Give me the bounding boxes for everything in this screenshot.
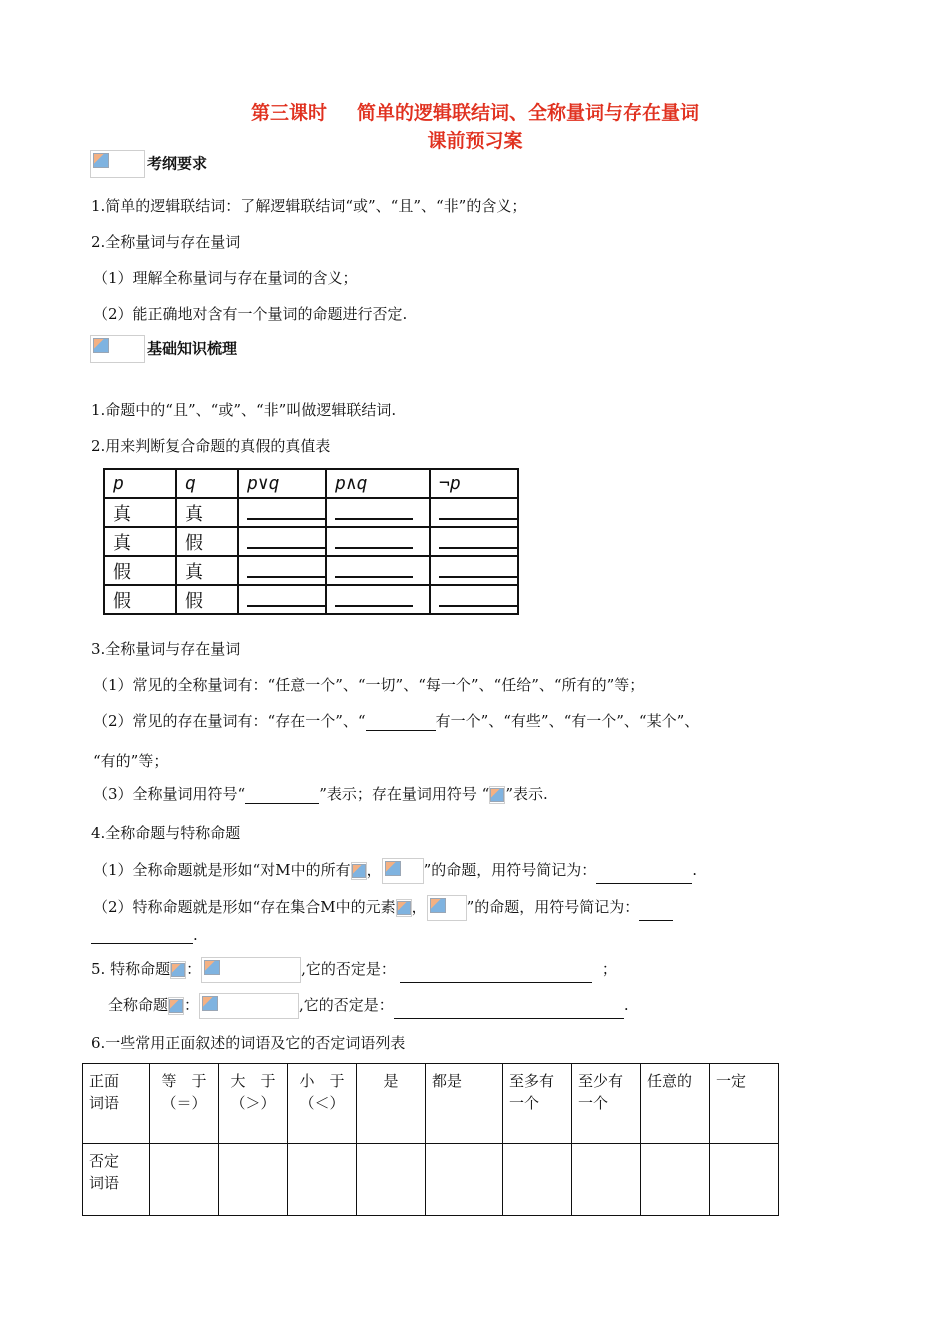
cell-at-most-one: 至多有 一个 xyxy=(503,1064,572,1144)
header-q: q xyxy=(176,469,238,498)
section-outline: 考纲要求 xyxy=(90,150,207,178)
basics-p3-2-cont: “有的”等； xyxy=(93,752,169,770)
broken-image-icon xyxy=(170,961,186,979)
basics-p4-2: （2）特称命题就是形如“存在集合M中的元素 ， ”的命题，用符号简记为： xyxy=(93,895,673,921)
blank-field[interactable] xyxy=(238,556,326,585)
page-subtitle: 课前预习案 xyxy=(427,130,523,152)
basics-p3-2: （2）常见的存在量词有：“存在一个”、“ 有一个”、“有些”、“有一个”、“某个”、 xyxy=(93,712,700,730)
row-label-positive: 正面 词语 xyxy=(83,1064,150,1144)
blank-field[interactable] xyxy=(326,585,430,614)
truth-table xyxy=(103,468,519,615)
broken-image-icon xyxy=(199,993,299,1019)
title-lesson: 第三课时 xyxy=(250,102,327,124)
outline-item-1: 1.简单的逻辑联结词：了解逻辑联结词“或”、“且”、“非”的含义； xyxy=(91,197,527,215)
blank-field[interactable] xyxy=(430,556,518,585)
broken-image-icon xyxy=(396,899,412,917)
outline-item-2b: （2）能正确地对含有一个量词的命题进行否定. xyxy=(93,305,408,323)
blank-field[interactable] xyxy=(238,527,326,556)
blank-cell[interactable] xyxy=(572,1144,641,1216)
header-not-p: ¬p xyxy=(430,469,518,498)
cell-certain: 一定 xyxy=(710,1064,779,1144)
blank-field[interactable] xyxy=(326,527,430,556)
blank-cell[interactable] xyxy=(150,1144,219,1216)
blank-cell[interactable] xyxy=(219,1144,288,1216)
negation-table xyxy=(82,1063,779,1216)
header-p-and-q: p∧q xyxy=(326,469,430,498)
basics-p3-1: （1）常见的全称量词有：“任意一个”、“一切”、“每一个”、“任给”、“所有的”等； xyxy=(93,676,645,694)
broken-image-icon xyxy=(351,862,367,880)
blank-cell[interactable] xyxy=(426,1144,503,1216)
header-p: p xyxy=(104,469,176,498)
header-p-or-q: p∨q xyxy=(238,469,326,498)
broken-image-icon xyxy=(201,957,301,983)
blank-field[interactable] xyxy=(326,556,430,585)
basics-p1: 1.命题中的“且”、“或”、“非”叫做逻辑联结词. xyxy=(91,401,397,419)
cell-equal: 等 于 （＝） xyxy=(150,1064,219,1144)
table-row xyxy=(83,1144,779,1216)
blank-field[interactable] xyxy=(91,927,193,944)
table-row: 真 真 xyxy=(104,498,518,527)
blank-field[interactable] xyxy=(430,527,518,556)
basics-p3: 3.全称量词与存在量词 xyxy=(91,640,241,658)
broken-image-icon xyxy=(382,858,424,884)
blank-cell[interactable] xyxy=(503,1144,572,1216)
cell-is: 是 xyxy=(357,1064,426,1144)
basics-p5: 5. 特称命题 ： ,它的否定是： ； xyxy=(91,957,617,983)
basics-p3-3: （3）全称量词用符号“ ”表示；存在量词用符号 “ ”表示. xyxy=(93,785,548,803)
broken-image-icon xyxy=(489,786,505,804)
cell-greater: 大 于 （＞） xyxy=(219,1064,288,1144)
basics-p4-2-cont: . xyxy=(91,926,198,944)
table-row: 假 假 xyxy=(104,585,518,614)
table-row xyxy=(83,1064,779,1144)
table-row: 真 假 xyxy=(104,527,518,556)
blank-field[interactable] xyxy=(238,585,326,614)
cell-less: 小 于 （＜） xyxy=(288,1064,357,1144)
blank-cell[interactable] xyxy=(357,1144,426,1216)
outline-item-2a: （1）理解全称量词与存在量词的含义； xyxy=(93,269,358,287)
blank-field[interactable] xyxy=(596,867,692,884)
row-label-negation: 否定 词语 xyxy=(83,1144,150,1216)
blank-cell[interactable] xyxy=(641,1144,710,1216)
outline-item-2: 2.全称量词与存在量词 xyxy=(91,233,241,251)
blank-field[interactable] xyxy=(400,966,592,983)
blank-cell[interactable] xyxy=(710,1144,779,1216)
title-topic: 简单的逻辑联结词、全称量词与存在量词 xyxy=(357,102,700,124)
basics-p4: 4.全称命题与特称命题 xyxy=(91,824,241,842)
blank-field[interactable] xyxy=(430,585,518,614)
basics-p4-1: （1）全称命题就是形如“对M中的所有 ， ”的命题，用符号简记为： . xyxy=(93,858,697,884)
cell-all-are: 都是 xyxy=(426,1064,503,1144)
blank-field[interactable] xyxy=(245,787,319,804)
basics-p6: 6.一些常用正面叙述的词语及它的否定词语列表 xyxy=(91,1034,406,1052)
broken-image-icon xyxy=(90,150,145,178)
section-basics: 基础知识梳理 xyxy=(90,335,237,363)
blank-field[interactable] xyxy=(394,1002,624,1019)
blank-field[interactable] xyxy=(326,498,430,527)
blank-field[interactable] xyxy=(366,714,436,731)
page-title xyxy=(0,98,950,125)
table-row: 假 真 xyxy=(104,556,518,585)
blank-field[interactable] xyxy=(238,498,326,527)
basics-p2: 2.用来判断复合命题的真假的真值表 xyxy=(91,437,331,455)
broken-image-icon xyxy=(90,335,145,363)
cell-at-least-one: 至少有 一个 xyxy=(572,1064,641,1144)
blank-field[interactable] xyxy=(639,904,673,921)
basics-p5-existential: 全称命题 ： ,它的否定是： . xyxy=(108,993,629,1019)
blank-cell[interactable] xyxy=(288,1144,357,1216)
blank-field[interactable] xyxy=(430,498,518,527)
broken-image-icon xyxy=(427,895,467,921)
truth-table-header xyxy=(104,469,518,498)
cell-any: 任意的 xyxy=(641,1064,710,1144)
broken-image-icon xyxy=(168,997,184,1015)
